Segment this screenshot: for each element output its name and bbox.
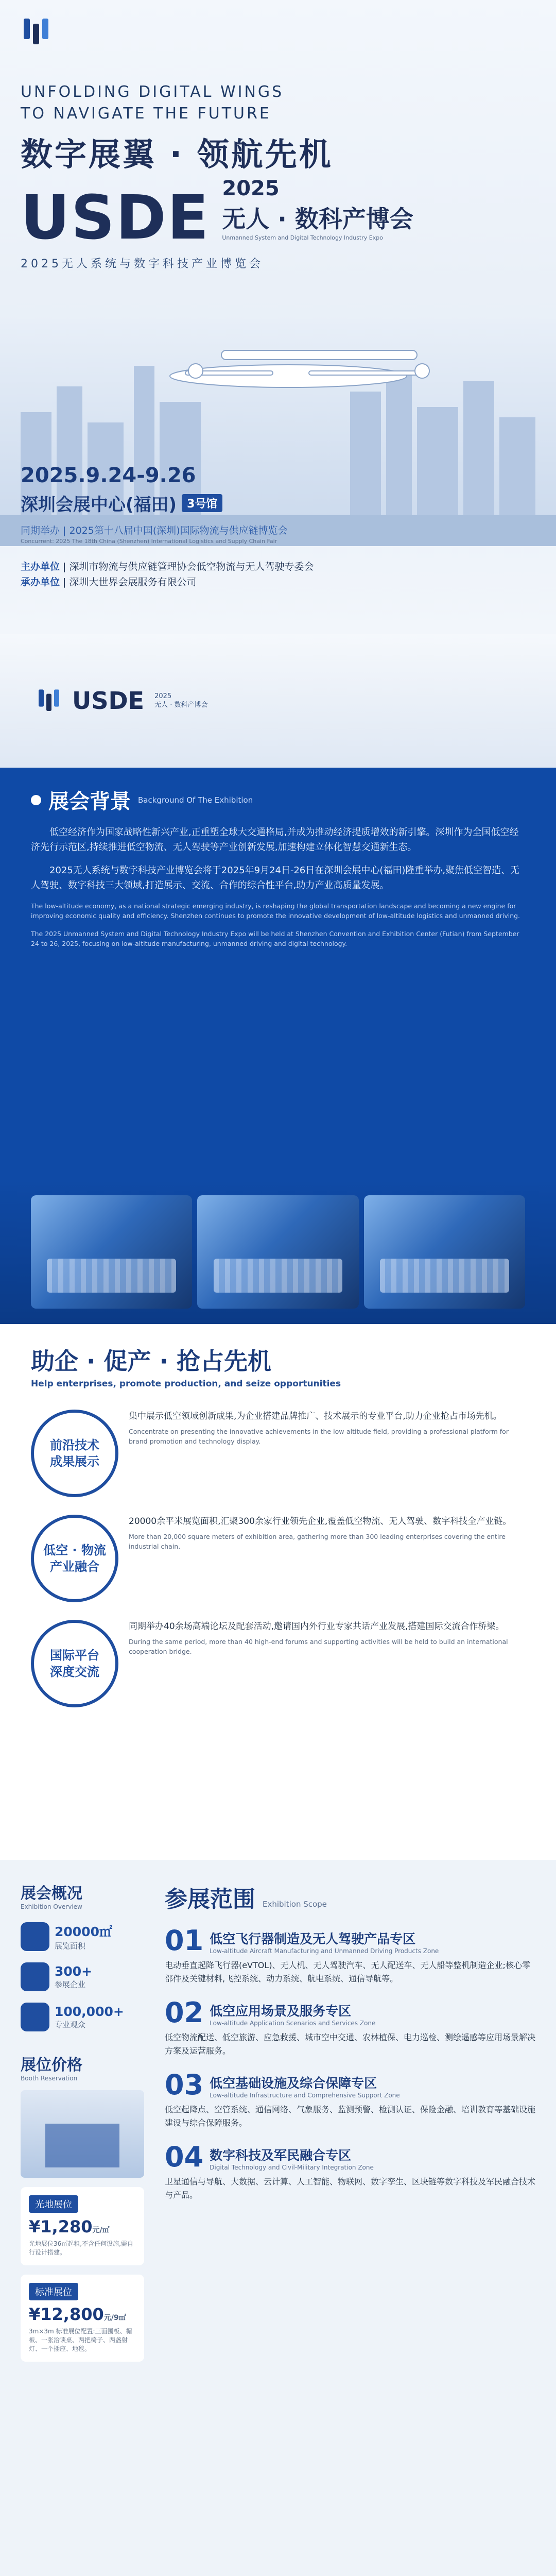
about-brand-sub: [154, 692, 207, 709]
help-row: [31, 1515, 525, 1602]
about-heading: [31, 785, 525, 815]
overview-column: [0, 1860, 154, 2576]
scope-title-en: Exhibition Scope: [263, 1900, 327, 1909]
help-row: [31, 1410, 525, 1497]
exhibitor-icon: [21, 1962, 49, 1991]
std-unit: 元/9㎡: [103, 2314, 126, 2322]
visitor-icon: [21, 2003, 49, 2031]
usde-logo-icon: [36, 687, 62, 715]
zone-description: 卫星通信与导航、大数据、云计算、人工智能、物联网、数字孪生、区块链等数字科技及军民融合技术与产品。: [165, 2177, 536, 2200]
badge-line-1: 低空 · 物流: [43, 1543, 106, 1557]
zone-description: 低空物流配送、低空旅游、应急救援、城市空中交通、农林植保、电力巡检、测绘遥感等应用场景解决方案及运营服务。: [165, 2032, 536, 2056]
overview-title: 展会概况: [21, 1885, 82, 1903]
about-paragraph-2-en: The 2025 Unmanned System and Digital Technology Industry Expo will be held at Shenzhen Convention and Exhibition Center (Futian) from September 24 to 26, 2025, focusing on low-altitude manufacturing, unmanned driving and digital technology.: [31, 930, 519, 947]
venue-row: [21, 490, 535, 516]
organizer-line: 主办单位 | 深圳市物流与供应链管理协会低空物流与无人驾驶专委会: [21, 561, 314, 572]
help-row-text: [129, 1515, 525, 1602]
stat-num: 20000㎡: [55, 1924, 112, 1939]
help-row-en: Concentrate on presenting the innovative achievements in the low-altitude field, providing a professional platform for brand promotion and technology display.: [129, 1428, 509, 1445]
stat-item: [21, 1922, 144, 1951]
expo-date: 2025.9.24-9.26: [21, 464, 196, 487]
expo-photo: [31, 1195, 192, 1309]
hero-section: [0, 0, 556, 634]
zone-heading: [165, 2071, 535, 2099]
scope-zone: [165, 1996, 536, 2058]
stat-item: [21, 1962, 144, 1991]
help-row-text: [129, 1410, 525, 1497]
stat-label: 参展企业: [55, 1980, 86, 1989]
about-section: [0, 634, 556, 1324]
raw-space-price: [21, 2187, 144, 2265]
about-paragraph-1-en: The low-altitude economy, as a national strategic emerging industry, is reshaping the global transportation landscape and becoming a new engine for improving economic quality and efficiency. Shenzhen continues to promote the innovative development of low-altitude logistics and unmanned driving.: [31, 902, 520, 920]
about-brand-cn: 无人 · 数科产博会: [154, 701, 208, 709]
zone-title-en: Low-altitude Application Scenarios and Services Zone: [210, 2020, 376, 2027]
tagline-line-2: TO NAVIGATE THE FUTURE: [21, 105, 271, 123]
overview-title-en: Exhibition Overview: [21, 1903, 82, 1910]
usde-wordmark: USDE: [21, 182, 210, 253]
zone-heading: [165, 1924, 535, 1957]
bullet-dot-icon: [31, 795, 41, 805]
raw-price: ¥1,280: [29, 2217, 93, 2236]
about-brand-year: 2025: [154, 692, 172, 700]
zone-title: 低空应用场景及服务专区: [210, 2004, 352, 2019]
about-title: 展会背景: [48, 790, 131, 814]
about-title-en: Background Of The Exhibition: [138, 795, 253, 805]
stat-item: [21, 2003, 144, 2031]
hall-badge: 3号馆: [182, 494, 222, 512]
zone-number: 04: [165, 2141, 204, 2173]
usde-row: [21, 177, 535, 253]
badge-line-1: 国际平台: [50, 1648, 99, 1663]
help-row-en: More than 20,000 square meters of exhibition area, gathering more than 300 leading enterprises covering the entire industrial chain.: [129, 1533, 506, 1550]
zone-number: 02: [165, 1996, 204, 2029]
expo-venue: 深圳会展中心(福田): [21, 495, 177, 515]
help-headline-en: Help enterprises, promote production, and seize opportunities: [31, 1379, 341, 1389]
organizer-name: 深圳市物流与供应链管理协会低空物流与无人驾驶专委会: [69, 561, 314, 572]
zone-title: 数字科技及军民融合专区: [210, 2148, 352, 2163]
tagline-en: [21, 81, 535, 125]
stat-label: 专业观众: [55, 2020, 86, 2029]
scope-title: 参展范围: [165, 1886, 255, 1912]
booth-title-en: Booth Reservation: [21, 2075, 78, 2082]
about-photo-strip: [0, 1180, 556, 1324]
tagline-line-1: UNFOLDING DIGITAL WINGS: [21, 83, 284, 101]
zone-number: 03: [165, 2069, 204, 2101]
zone-title: 低空飞行器制造及无人驾驶产品专区: [210, 1931, 416, 1946]
area-icon: [21, 1922, 49, 1951]
help-row-cn: 20000余平米展览面积,汇聚300余家行业领先企业,覆盖低空物流、无人驾驶、数字科技全产业链。: [129, 1516, 512, 1527]
zone-description: 电动垂直起降飞行器(eVTOL)、无人机、无人驾驶汽车、无人配送车、无人船等整机制造企业;核心零部件及关键材料,飞控系统、动力系统、航电系统、通信导航等。: [165, 1960, 530, 1984]
badge-line-2: 成果展示: [50, 1454, 99, 1469]
hero-info: [21, 464, 535, 590]
help-headline: 助企 · 促产 · 抢占先机: [31, 1347, 272, 1375]
zone-description: 低空起降点、空管系统、通信网络、气象服务、监测预警、检测认证、保险金融、培训教育等基础设施建设与综合保障服务。: [165, 2105, 536, 2128]
usde-logo-icon: [21, 15, 51, 48]
std-price: ¥12,800: [29, 2304, 104, 2324]
scope-heading: [165, 1880, 535, 1913]
stat-num: 300+: [55, 1964, 93, 1979]
help-row-en: During the same period, more than 40 high-end forums and supporting activities will be held to build an international cooperation bridge.: [129, 1638, 508, 1655]
organizers: [21, 559, 535, 590]
zone-title: 低空基础设施及综合保障专区: [210, 2076, 377, 2091]
help-rows: [31, 1410, 525, 1707]
scope-zone: [165, 1924, 535, 1986]
organizer-label: 主办单位: [21, 561, 60, 572]
concurrent-event: 同期举办 | 2025第十八届中国(深圳)国际物流与供应链博览会: [21, 525, 288, 536]
zone-title-en: Digital Technology and Civil-Military Integration Zone: [210, 2164, 374, 2171]
raw-space-label: 光地展位: [29, 2195, 78, 2213]
usde-year: 2025: [222, 177, 280, 200]
expo-photo: [364, 1195, 525, 1309]
concurrent-event-en: Concurrent: 2025 The 18th China (Shenzhen) International Logistics and Supply Chain Fair: [21, 538, 277, 545]
badge-line-2: 深度交流: [50, 1665, 99, 1679]
help-row-text: [129, 1620, 525, 1707]
raw-desc: 光地展位36㎡起租,不含任何设施,需自行设计搭建。: [29, 2240, 133, 2256]
help-row-cn: 同期举办40余场高端论坛及配套活动,邀请国内外行业专家共话产业发展,搭建国际交流合作桥梁。: [129, 1621, 505, 1632]
about-paragraph-2: 2025无人系统与数字科技产业博览会将于2025年9月24日-26日在深圳会展中心(福田)隆重举办,聚焦低空智造、无人驾驶、数字科技三大领域,打造展示、交流、合作的综合性平台,助力产业高质量发展。: [31, 865, 520, 891]
booth-title: 展位价格: [21, 2056, 82, 2074]
about-brand-band: [0, 634, 556, 768]
help-row: [31, 1620, 525, 1707]
usde-side: [222, 177, 413, 248]
about-brand: USDE: [72, 687, 145, 715]
scope-zone: [165, 2143, 535, 2202]
standard-booth-label: 标准展位: [29, 2283, 78, 2300]
help-badge: [31, 1620, 118, 1707]
badge-line-1: 前沿技术: [50, 1438, 99, 1452]
zone-heading: [165, 2143, 535, 2171]
expo-name-en: Unmanned System and Digital Technology Industry Expo: [222, 234, 383, 241]
hero-title-cn: 数字展翼 · 领航先机: [21, 135, 333, 173]
raw-unit: 元/㎡: [92, 2226, 110, 2234]
scope-column: [154, 1860, 556, 2576]
zone-number: 01: [165, 1924, 204, 1957]
std-desc: 3m×3m 标准展位配置:三面围板、楣板、一张洽谈桌、两把椅子、两盏射灯、一个插座、地毯。: [29, 2328, 132, 2352]
raw-space-price-value: [29, 2217, 136, 2236]
expo-name-cn: 无人 · 数科产博会: [222, 205, 413, 233]
zone-heading: [165, 1996, 535, 2029]
help-badge: [31, 1515, 118, 1602]
undertaker-label: 承办单位: [21, 577, 60, 588]
standard-booth-price-value: [29, 2304, 136, 2324]
help-badge: [31, 1410, 118, 1497]
overview-scope-section: [0, 1860, 556, 2576]
undertaker-name: 深圳大世界会展服务有限公司: [69, 577, 197, 588]
hero-subtitle: 2025无人系统与数字科技产业博览会: [21, 258, 264, 270]
booth-image: [21, 2090, 144, 2178]
standard-booth-price: [21, 2275, 144, 2362]
stat-label: 展览面积: [55, 1941, 86, 1951]
help-section: [0, 1324, 556, 1860]
scope-zone: [165, 2071, 535, 2130]
about-paragraph-1: 低空经济作为国家战略性新兴产业,正重塑全球大交通格局,并成为推动经济提质增效的新引擎。深圳作为全国低空经济先行示范区,持续推进低空物流、无人驾驶等产业创新发展,加速构建立体化智慧交通新生态。: [31, 827, 519, 853]
undertaker-line: 承办单位 | 深圳大世界会展服务有限公司: [21, 577, 197, 588]
help-row-cn: 集中展示低空领域创新成果,为企业搭建品牌推广、技术展示的专业平台,助力企业抢占市场先机。: [129, 1411, 502, 1421]
zone-title-en: Low-altitude Infrastructure and Comprehensive Support Zone: [210, 2092, 400, 2099]
stat-num: 100,000+: [55, 2004, 124, 2019]
expo-photo: [197, 1195, 358, 1309]
badge-line-2: 产业融合: [49, 1560, 99, 1574]
zone-title-en: Low-altitude Aircraft Manufacturing and Unmanned Driving Products Zone: [210, 1947, 439, 1955]
